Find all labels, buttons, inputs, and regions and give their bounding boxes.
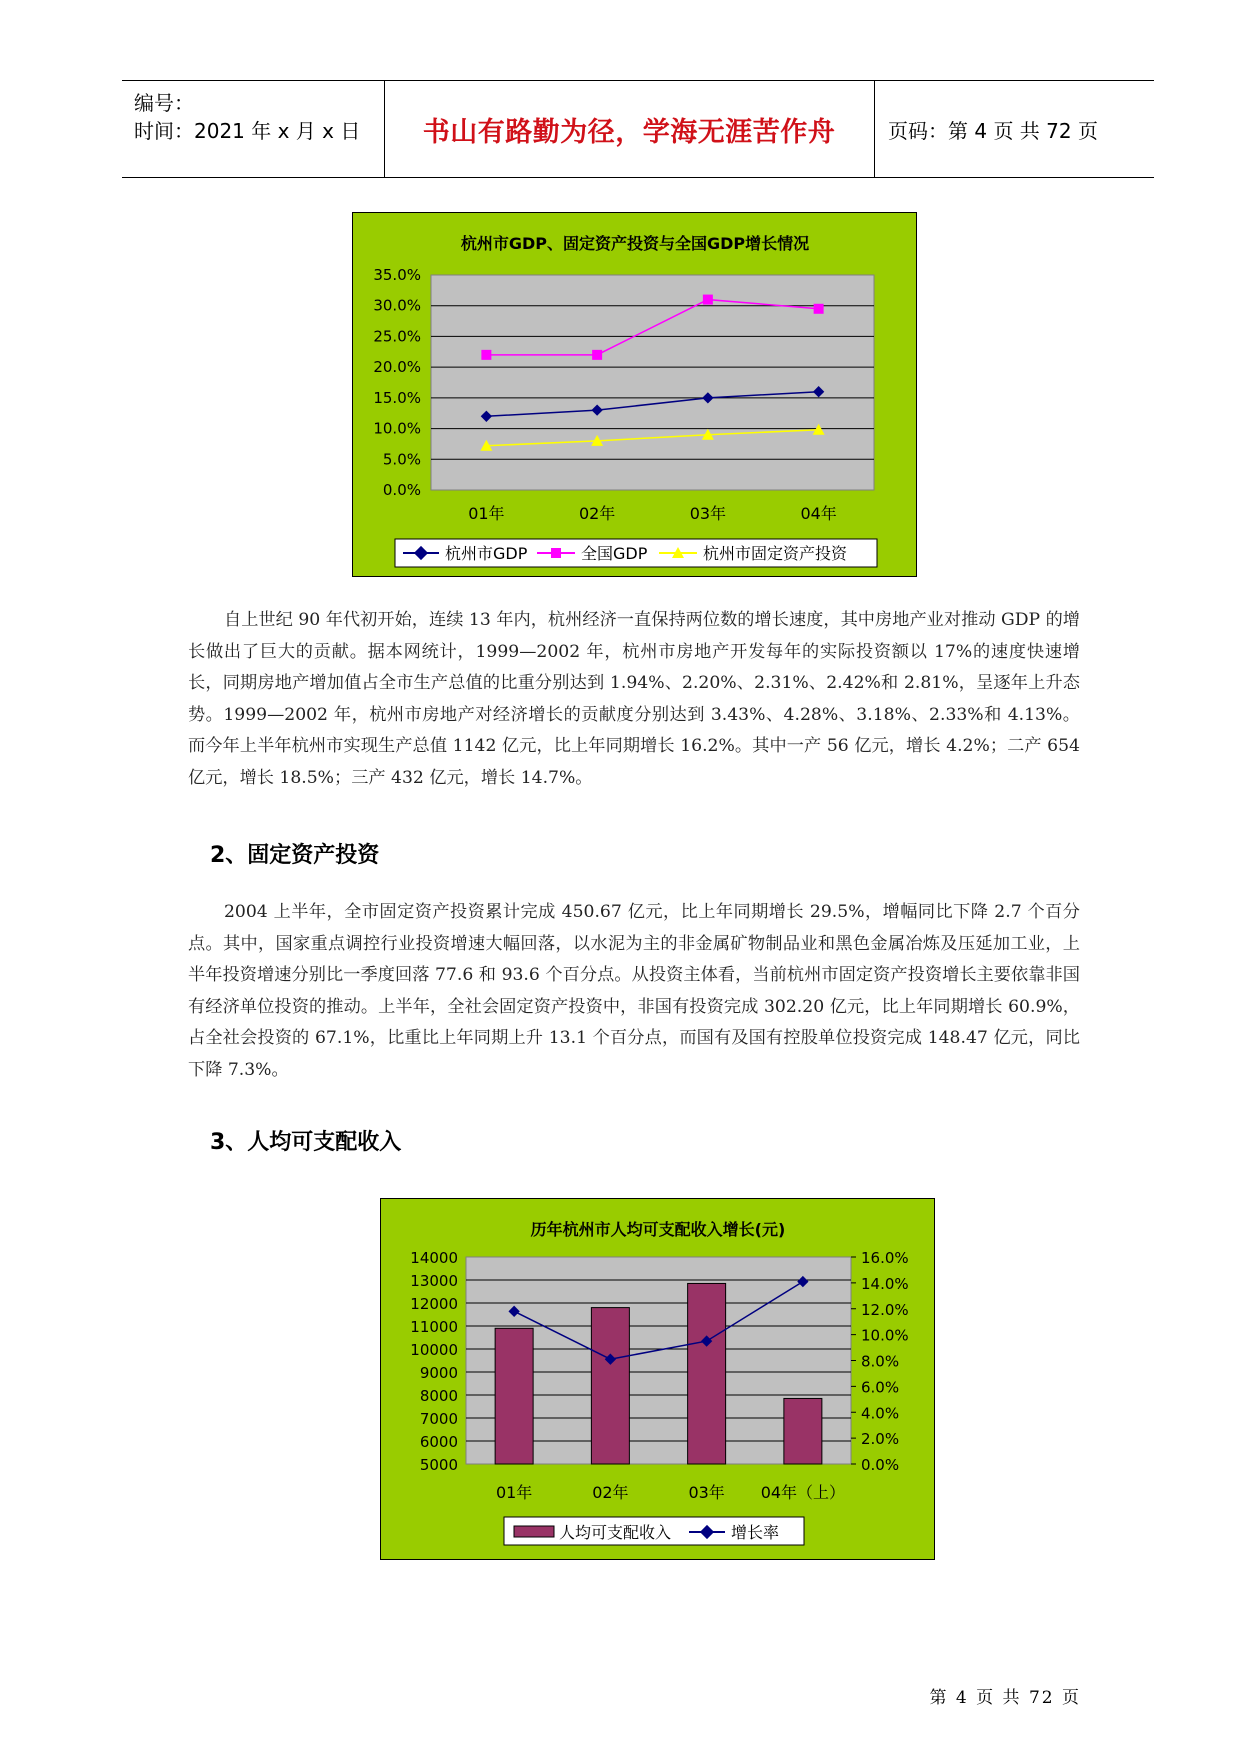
y-tick-label: 20.0%	[373, 358, 421, 377]
y-tick-label-left: 12000	[410, 1295, 458, 1313]
bar	[495, 1328, 533, 1464]
y-tick-label-left: 13000	[410, 1272, 458, 1290]
y-tick-label-left: 10000	[410, 1341, 458, 1359]
y-tick-label: 15.0%	[373, 388, 421, 407]
page-header	[122, 80, 1154, 178]
y-tick-label-right: 2.0%	[861, 1430, 900, 1449]
x-tick-label: 03年	[689, 504, 727, 523]
y-tick-label-right: 12.0%	[861, 1300, 909, 1319]
gdp-chart-svg	[353, 213, 918, 578]
data-point	[703, 295, 713, 305]
y-tick-label: 10.0%	[373, 419, 421, 438]
bar	[784, 1398, 822, 1464]
y-tick-label: 35.0%	[373, 266, 421, 284]
y-tick-label-right: 14.0%	[861, 1274, 909, 1293]
y-tick-label: 5.0%	[382, 450, 421, 469]
paragraph-2: 2004 上半年，全市固定资产投资累计完成 450.67 亿元，比上年同期增长 29.5%，增幅同比下降 2.7 个百分点。其中，国家重点调控行业投资增速大幅回落，以水泥为主的非金属矿物制品业和黑色金属冶炼及压延加工业，上半年投资增速分别比一季度回落 77.6 和 93.6 个百分点。从投资主体看，当前杭州市固定资产投资增长主要依靠非国有经济单位投资的推动。上半年，全社会固定资产投资中，非国有投资完成 302.20 亿元，比上年同期增长 60.9%，占全社会投资的 67.1%，比重比上年同期上升 13.1 个百分点，而国有及国有控股单位投资完成 148.47 亿元，同比下降 7.3%。	[188, 902, 1080, 1080]
y-tick-label-right: 4.0%	[861, 1404, 900, 1423]
income-chart	[380, 1198, 935, 1560]
heading-fixed-investment: 2、固定资产投资	[210, 843, 380, 868]
legend-label-national-gdp: 全国GDP	[581, 544, 648, 563]
y-tick-label-left: 6000	[419, 1433, 458, 1451]
number-label: 编号：	[134, 91, 194, 115]
y-tick-label-right: 0.0%	[861, 1456, 900, 1474]
x-tick-label: 04年（上）	[760, 1483, 846, 1502]
y-tick-label-left: 14000	[410, 1249, 458, 1267]
time-label: 时间：2021 年 x 月 x 日	[134, 119, 361, 143]
data-point	[481, 350, 491, 360]
y-tick-label-left: 5000	[419, 1456, 458, 1474]
x-tick-label: 03年	[688, 1483, 725, 1502]
x-tick-label: 02年	[578, 504, 616, 523]
y-tick-label-right: 10.0%	[861, 1326, 909, 1345]
page-footer: 第 4 页 共 72 页	[929, 1688, 1081, 1708]
y-tick-label: 0.0%	[382, 481, 421, 499]
x-tick-label: 01年	[495, 1483, 533, 1502]
header-motto-cell	[384, 81, 875, 177]
data-point	[814, 304, 824, 314]
legend-label-income: 人均可支配收入	[559, 1523, 672, 1542]
motto: 书山有路勤为径，学海无涯苦作舟	[422, 116, 836, 148]
y-tick-label-left: 9000	[419, 1364, 458, 1382]
y-tick-label-right: 6.0%	[861, 1378, 900, 1397]
legend-label-growth: 增长率	[731, 1523, 780, 1542]
x-tick-label: 01年	[468, 504, 505, 523]
header-right-cell	[874, 81, 1154, 177]
y-tick-label: 30.0%	[373, 296, 421, 315]
chart-title: 历年杭州市人均可支配收入增长(元)	[530, 1220, 786, 1239]
income-chart-svg	[381, 1199, 936, 1561]
y-tick-label-left: 11000	[410, 1318, 458, 1336]
legend-label-investment: 杭州市固定资产投资	[703, 544, 848, 563]
paragraph-1: 自上世纪 90 年代初开始，连续 13 年内，杭州经济一直保持两位数的增长速度，其中房地产业对推动 GDP 的增长做出了巨大的贡献。据本网统计，1999—2002 年，杭州市房地产开发每年的实际投资额以 17%的速度快速增长，同期房地产增加值占全市生产总值的比重分别达到 1.94%、2.20%、2.31%、2.42%和 2.81%，呈逐年上升态势。1999—2002 年，杭州市房地产对经济增长的贡献度分别达到 3.43%、4.28%、3.18%、2.33%和 4.13%。而今年上半年杭州市实现生产总值 1142 亿元，比上年同期增长 16.2%。其中一产 56 亿元，增长 4.2%；二产 654 亿元，增长 18.5%；三产 432 亿元，增长 14.7%。	[188, 610, 1080, 788]
legend-label-gdp: 杭州市GDP	[445, 544, 528, 563]
page-number-label: 页码：第 4 页 共 72 页	[888, 118, 1098, 143]
bar	[591, 1308, 629, 1464]
y-tick-label-right: 8.0%	[861, 1352, 900, 1371]
gdp-chart	[352, 212, 917, 577]
data-point	[592, 350, 602, 360]
bar	[688, 1283, 726, 1464]
x-tick-label: 04年	[800, 504, 837, 523]
y-tick-label-left: 7000	[419, 1410, 458, 1428]
y-tick-label-left: 8000	[419, 1387, 458, 1405]
y-tick-label-right: 16.0%	[861, 1249, 909, 1267]
chart-title: 杭州市GDP、固定资产投资与全国GDP增长情况	[460, 234, 810, 253]
y-tick-label: 25.0%	[373, 327, 421, 346]
x-tick-label: 02年	[592, 1483, 629, 1502]
heading-disposable-income: 3、人均可支配收入	[210, 1130, 402, 1155]
header-left-cell	[122, 81, 385, 177]
